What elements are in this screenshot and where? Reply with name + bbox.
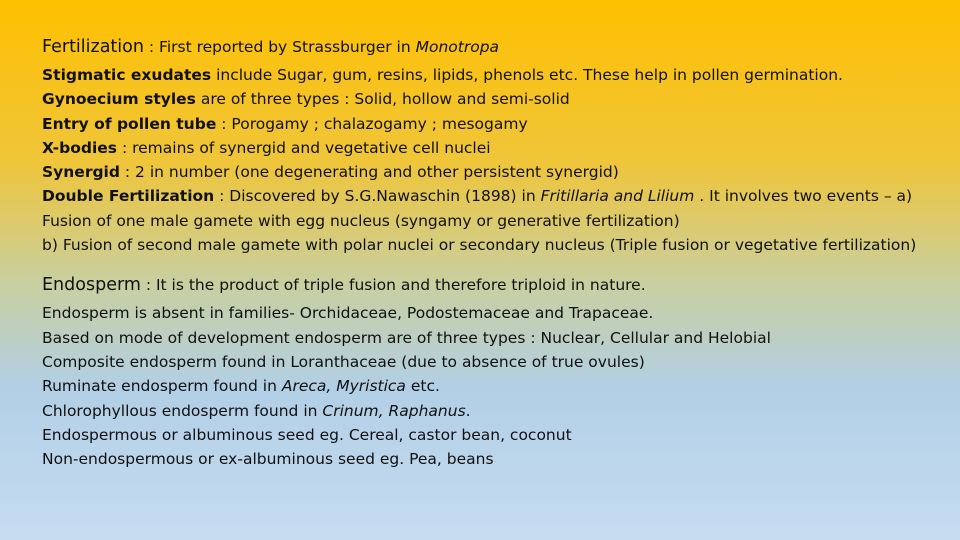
fact-synergid xyxy=(42,160,942,184)
fact-pollen-tube-entry xyxy=(42,112,942,136)
term-label: Double Fertilization xyxy=(42,187,215,206)
fact-text: Ruminate endosperm found in xyxy=(42,377,282,396)
term-label: X-bodies xyxy=(42,138,118,157)
endosperm-heading-text: : It is the product of triple fusion and therefore triploid in nature. xyxy=(140,276,646,295)
fact-text: are of three types : Solid, hollow and semi-solid xyxy=(195,90,570,109)
fact-text: : Porogamy ; chalazogamy ; mesogamy xyxy=(216,114,528,133)
genus-names: Crinum, Raphanus xyxy=(322,401,466,420)
fact-text: b) Fusion of second male gamete with polar nuclei or secondary nucleus (Triple fusion or vegetative fertilization) xyxy=(42,236,917,255)
genus-names: Fritillaria and Lilium xyxy=(540,187,695,206)
genus-names: Areca, Myristica xyxy=(281,377,406,396)
fertilization-heading xyxy=(42,34,942,60)
endosperm-heading xyxy=(42,272,942,298)
term-label: Synergid xyxy=(42,163,120,182)
fact-non-endospermous-seed: Non-endospermous or ex-albuminous seed eg. Pea, beans xyxy=(42,450,494,469)
term-label: Stigmatic exudates xyxy=(42,66,212,84)
fact-ruminate-endosperm xyxy=(42,374,942,398)
endosperm-title: Endosperm xyxy=(42,275,141,296)
slide-content xyxy=(42,34,942,471)
fact-endospermous-seed: Endospermous or albuminous seed eg. Cereal, castor bean, coconut xyxy=(42,425,572,444)
fact-endosperm-absent: Endosperm is absent in families- Orchidaceae, Podostemaceae and Trapaceae. xyxy=(42,304,654,323)
fertilization-heading-text: : First reported by Strassburger in xyxy=(143,38,416,56)
fact-text: : remains of synergid and vegetative cell nuclei xyxy=(117,138,491,157)
fact-x-bodies xyxy=(42,136,942,160)
section-spacer xyxy=(42,257,942,272)
term-label: Gynoecium styles xyxy=(42,90,196,109)
fact-double-fertilization-b xyxy=(42,233,942,257)
fact-endosperm-types: Based on mode of development endosperm are of three types : Nuclear, Cellular and Helobial xyxy=(42,328,771,347)
fact-composite-endosperm: Composite endosperm found in Loranthaceae (due to absence of true ovules) xyxy=(42,352,645,371)
fertilization-title: Fertilization xyxy=(42,37,144,57)
fertilization-heading-genus: Monotropa xyxy=(415,38,500,56)
fact-text-continued: . It involves two events – a) Fusion of one male gamete with egg nucleus (syngamy or generative fertilization) xyxy=(42,187,913,230)
fact-stigmatic-exudates xyxy=(42,63,942,87)
fact-text: Chlorophyllous endosperm found in xyxy=(42,401,323,420)
fact-gynoecium-styles xyxy=(42,87,942,111)
fact-text: include Sugar, gum, resins, lipids, phenols etc. These help in pollen germination. xyxy=(211,66,843,84)
term-label: Entry of pollen tube xyxy=(42,114,217,133)
fact-text-end: . xyxy=(465,401,471,420)
fact-text-end: etc. xyxy=(405,377,440,396)
fact-text: : 2 in number (one degenerating and other persistent synergid) xyxy=(119,163,619,182)
fact-chlorophyllous-endosperm xyxy=(42,399,942,423)
fact-double-fertilization xyxy=(42,184,942,233)
fact-text: : Discovered by S.G.Nawaschin (1898) in xyxy=(214,187,541,206)
